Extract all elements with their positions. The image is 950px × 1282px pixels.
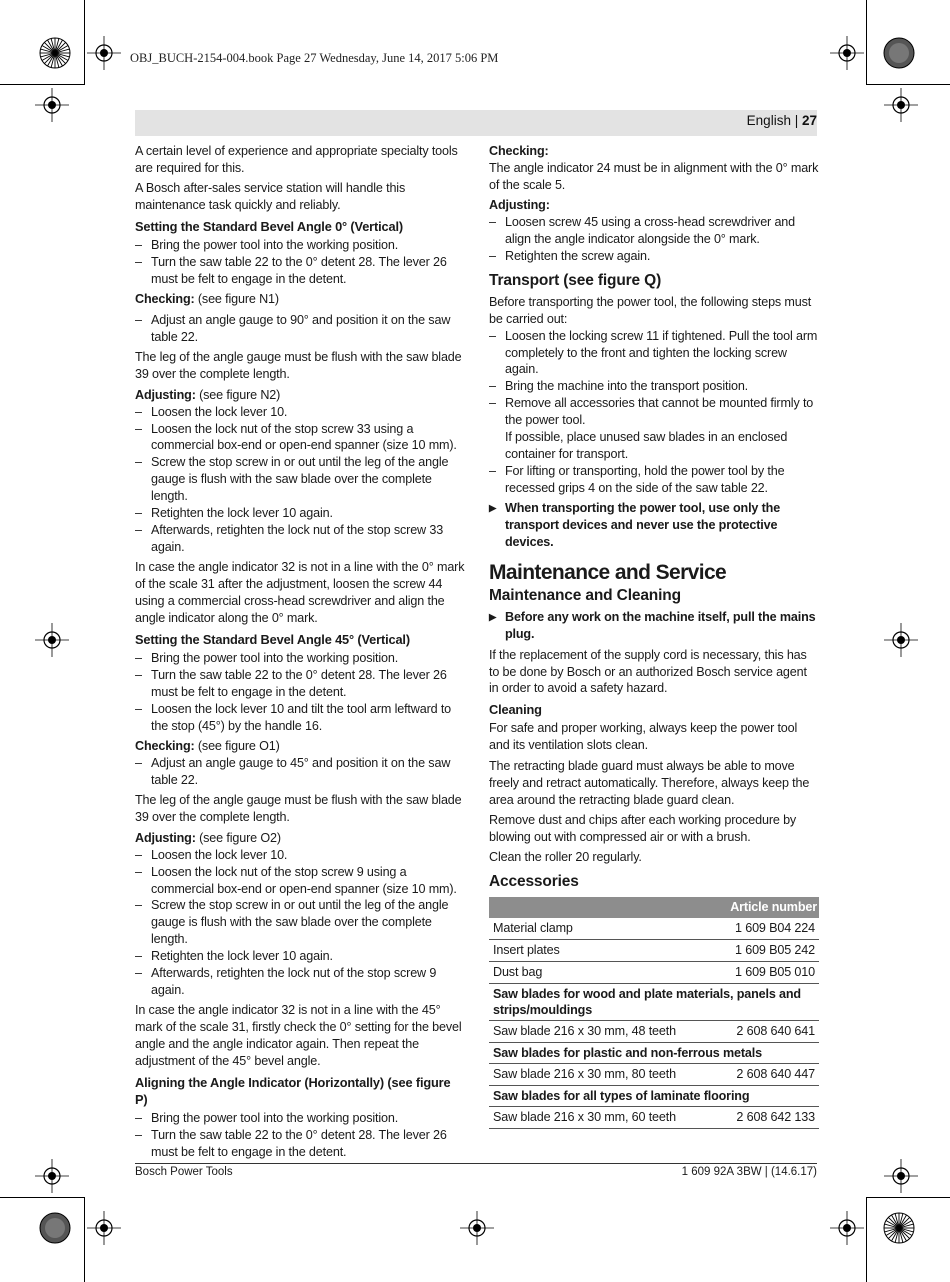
cleaning-heading: Cleaning bbox=[489, 702, 542, 718]
step-item: – Retighten the lock lever 10 again. bbox=[135, 948, 465, 965]
step-item: – Turn the saw table 22 to the 0° detent 28. The lever 26 must be felt to engage in the detent. bbox=[135, 254, 465, 288]
starburst-mark bbox=[39, 37, 71, 69]
registration-mark bbox=[884, 623, 918, 657]
figure-ref: (see figure O1) bbox=[194, 739, 280, 754]
step-item: – Loosen the lock lever 10. bbox=[135, 404, 465, 421]
article-number: 2 608 640 447 bbox=[701, 1063, 819, 1085]
subsection-heading: Maintenance and Cleaning bbox=[489, 586, 681, 604]
article-number: 1 609 B05 242 bbox=[701, 940, 819, 962]
step-item: – Screw the stop screw in or out until the leg of the angle gauge is flush with the saw blade over the complete length. bbox=[135, 454, 465, 505]
section-heading: Setting the Standard Bevel Angle 0° (Vertical) bbox=[135, 219, 403, 235]
figure-ref: (see figure N2) bbox=[195, 387, 281, 402]
crop-line bbox=[866, 0, 867, 85]
table-group-row bbox=[489, 1042, 819, 1063]
step-list bbox=[135, 237, 465, 288]
step-item: – For lifting or transporting, hold the power tool by the recessed grips 4 on the side of the saw table 22. bbox=[489, 463, 819, 497]
article-number: 1 609 B04 224 bbox=[701, 918, 819, 939]
section-heading: Aligning the Angle Indicator (Horizontally) (see figure P) bbox=[135, 1075, 451, 1107]
step-item: – Turn the saw table 22 to the 0° detent 28. The lever 26 must be felt to engage in the detent. bbox=[135, 667, 465, 701]
accessory-name: Saw blade 216 x 30 mm, 80 teeth bbox=[489, 1063, 701, 1085]
accessory-name: Material clamp bbox=[489, 918, 701, 939]
registration-mark bbox=[830, 36, 864, 70]
starburst-mark bbox=[883, 37, 915, 69]
step-item: – Bring the power tool into the working position. bbox=[135, 650, 465, 667]
registration-mark bbox=[460, 1211, 494, 1245]
header-bar bbox=[135, 110, 817, 136]
crop-line bbox=[0, 1197, 85, 1198]
warning-note: ▶ Before any work on the machine itself, pull the mains plug. bbox=[489, 609, 819, 643]
page-header bbox=[747, 113, 817, 128]
step-item: – Loosen the locking screw 11 if tightened. Pull the tool arm completely to the front and tighten the locking screw again. bbox=[489, 328, 819, 379]
intro-paragraph: A Bosch after-sales service station will handle this maintenance task quickly and reliably. bbox=[135, 181, 406, 213]
step-item: – Retighten the screw again. bbox=[489, 248, 819, 265]
figure-ref: (see figure O2) bbox=[195, 830, 281, 845]
step-list bbox=[489, 214, 819, 265]
step-list bbox=[135, 650, 465, 735]
step-item: – Loosen the lock nut of the stop screw 9 using a commercial box-end or open-end spanner (size 10 mm). bbox=[135, 864, 465, 898]
body-paragraph: The angle indicator 24 must be in alignment with the 0° mark of the scale 5. bbox=[489, 160, 819, 192]
page-number: 27 bbox=[801, 113, 817, 128]
table-group-row bbox=[489, 1085, 819, 1106]
step-list bbox=[135, 847, 465, 999]
accessory-name: Insert plates bbox=[489, 940, 701, 962]
body-paragraph: Before transporting the power tool, the following steps must be carried out: bbox=[489, 294, 812, 326]
accessories-table bbox=[489, 897, 819, 1128]
table-row bbox=[489, 1020, 819, 1042]
registration-mark bbox=[35, 623, 69, 657]
crop-line bbox=[866, 84, 950, 85]
registration-mark bbox=[35, 1159, 69, 1193]
group-label: Saw blades for wood and plate materials, panels and strips/mouldings bbox=[489, 983, 819, 1020]
body-paragraph: The leg of the angle gauge must be flush with the saw blade 39 over the complete length. bbox=[135, 350, 462, 382]
group-label: Saw blades for all types of laminate flooring bbox=[489, 1085, 819, 1106]
crop-line bbox=[84, 1197, 85, 1282]
accessories-heading: Accessories bbox=[489, 873, 579, 891]
adjusting-label: Adjusting: bbox=[135, 387, 196, 402]
warning-note: ▶ When transporting the power tool, use only the transport devices and never use the protective devices. bbox=[489, 500, 819, 551]
checking-label: Checking: bbox=[135, 739, 195, 754]
registration-mark bbox=[35, 88, 69, 122]
body-paragraph: For safe and proper working, always keep the power tool and its ventilation slots clean. bbox=[489, 721, 798, 753]
intro-paragraph: A certain level of experience and appropriate specialty tools are required for this. bbox=[135, 144, 458, 175]
figure-ref: (see figure N1) bbox=[194, 292, 279, 307]
body-paragraph: If the replacement of the supply cord is necessary, this has to be done by Bosch or an authorized Bosch service agent in order to avoid a safety hazard. bbox=[489, 647, 807, 696]
step-text: Remove all accessories that cannot be mounted firmly to the power tool. bbox=[505, 396, 814, 428]
registration-mark bbox=[87, 1211, 121, 1245]
step-item: – Adjust an angle gauge to 90° and position it on the saw table 22. bbox=[135, 312, 465, 346]
table-row bbox=[489, 1063, 819, 1085]
crop-line bbox=[84, 0, 85, 85]
step-item: – Screw the stop screw in or out until the leg of the angle gauge is flush with the saw blade over the complete length. bbox=[135, 897, 465, 948]
chapter-title: Maintenance and Service bbox=[489, 561, 727, 585]
crop-line bbox=[866, 1197, 950, 1198]
step-item: – Bring the power tool into the working position. bbox=[135, 1110, 465, 1127]
table-group-row bbox=[489, 983, 819, 1020]
footer-brand: Bosch Power Tools bbox=[135, 1166, 233, 1178]
left-column bbox=[135, 143, 465, 1164]
body-paragraph: In case the angle indicator 32 is not in a line with the 45° mark of the scale 31, firstly check the 0° setting for the bevel angle and the angle indicator again. Then repeat the adjustment of the 45° bevel angle. bbox=[135, 1003, 462, 1069]
step-item: – Loosen the lock lever 10 and tilt the tool arm leftward to the stop (45°) by the handle 16. bbox=[135, 701, 465, 735]
adjusting-line bbox=[135, 387, 465, 404]
step-item bbox=[489, 395, 819, 463]
section-heading: Setting the Standard Bevel Angle 45° (Vertical) bbox=[135, 632, 410, 648]
accessories-table-body bbox=[489, 918, 819, 1128]
footer-doc-number: 1 609 92A 3BW | (14.6.17) bbox=[681, 1166, 817, 1178]
checking-label: Checking: bbox=[489, 144, 549, 158]
body-paragraph: Remove dust and chips after each working procedure by blowing out with compressed air or with a brush. bbox=[489, 813, 797, 844]
checking-label: Checking: bbox=[135, 292, 195, 307]
step-item: – Afterwards, retighten the lock nut of the stop screw 33 again. bbox=[135, 522, 465, 556]
table-row bbox=[489, 1106, 819, 1128]
registration-mark bbox=[830, 1211, 864, 1245]
step-item: – Loosen the lock lever 10. bbox=[135, 847, 465, 864]
body-paragraph: The retracting blade guard must always be able to move freely and retract automatically. Therefore, always keep the area around the retracting blade guard clean. bbox=[489, 758, 810, 807]
step-list bbox=[135, 755, 465, 789]
step-item: – Bring the machine into the transport position. bbox=[489, 378, 819, 395]
adjusting-label: Adjusting: bbox=[135, 830, 196, 845]
crop-line bbox=[0, 84, 85, 85]
starburst-mark bbox=[39, 1212, 71, 1244]
table-row bbox=[489, 918, 819, 939]
transport-heading: Transport (see figure Q) bbox=[489, 271, 662, 289]
footer-rule bbox=[135, 1163, 817, 1164]
header-language: English bbox=[746, 113, 791, 128]
registration-mark bbox=[884, 1159, 918, 1193]
adjusting-line bbox=[135, 830, 465, 847]
starburst-mark bbox=[883, 1212, 915, 1244]
article-number: 2 608 642 133 bbox=[701, 1106, 819, 1128]
step-item: – Bring the power tool into the working position. bbox=[135, 237, 465, 254]
table-row bbox=[489, 940, 819, 962]
accessory-name: Saw blade 216 x 30 mm, 48 teeth bbox=[489, 1020, 701, 1042]
step-list bbox=[489, 328, 819, 497]
step-item: – Loosen the lock nut of the stop screw 33 using a commercial box-end or open-end spanner (size 10 mm). bbox=[135, 421, 465, 455]
body-paragraph: Clean the roller 20 regularly. bbox=[489, 850, 642, 865]
crop-line bbox=[866, 1197, 867, 1282]
step-item: – Retighten the lock lever 10 again. bbox=[135, 505, 465, 522]
table-row bbox=[489, 961, 819, 983]
body-paragraph: In case the angle indicator 32 is not in a line with the 0° mark of the scale 31 after the adjustment, loosen the screw 44 using a commercial cross-head screwdriver and align the angle indicator along the 0° mark. bbox=[135, 560, 465, 626]
body-paragraph: The leg of the angle gauge must be flush with the saw blade 39 over the complete length. bbox=[135, 793, 462, 825]
registration-mark bbox=[884, 88, 918, 122]
right-column bbox=[489, 143, 819, 1129]
accessory-name: Dust bag bbox=[489, 961, 701, 983]
group-label: Saw blades for plastic and non-ferrous metals bbox=[489, 1042, 819, 1063]
checking-line bbox=[135, 738, 465, 755]
step-list bbox=[135, 1110, 465, 1161]
registration-mark bbox=[87, 36, 121, 70]
header-separator: | bbox=[790, 113, 802, 128]
article-number-header: Article number bbox=[489, 897, 819, 918]
step-list bbox=[135, 312, 465, 346]
checking-line bbox=[135, 291, 465, 308]
step-item: – Turn the saw table 22 to the 0° detent 28. The lever 26 must be felt to engage in the detent. bbox=[135, 1127, 465, 1161]
step-note: If possible, place unused saw blades in an enclosed container for transport. bbox=[505, 430, 788, 461]
step-item: – Afterwards, retighten the lock nut of the stop screw 9 again. bbox=[135, 965, 465, 999]
table-header-row bbox=[489, 897, 819, 918]
article-number: 1 609 B05 010 bbox=[701, 961, 819, 983]
accessory-name: Saw blade 216 x 30 mm, 60 teeth bbox=[489, 1106, 701, 1128]
step-item: – Loosen screw 45 using a cross-head screwdriver and align the angle indicator alongside the 0° mark. bbox=[489, 214, 819, 248]
step-item: – Adjust an angle gauge to 45° and position it on the saw table 22. bbox=[135, 755, 465, 789]
print-info: OBJ_BUCH-2154-004.book Page 27 Wednesday, June 14, 2017 5:06 PM bbox=[130, 51, 499, 65]
article-number: 2 608 640 641 bbox=[701, 1020, 819, 1042]
step-list bbox=[135, 404, 465, 556]
adjusting-label: Adjusting: bbox=[489, 198, 550, 213]
